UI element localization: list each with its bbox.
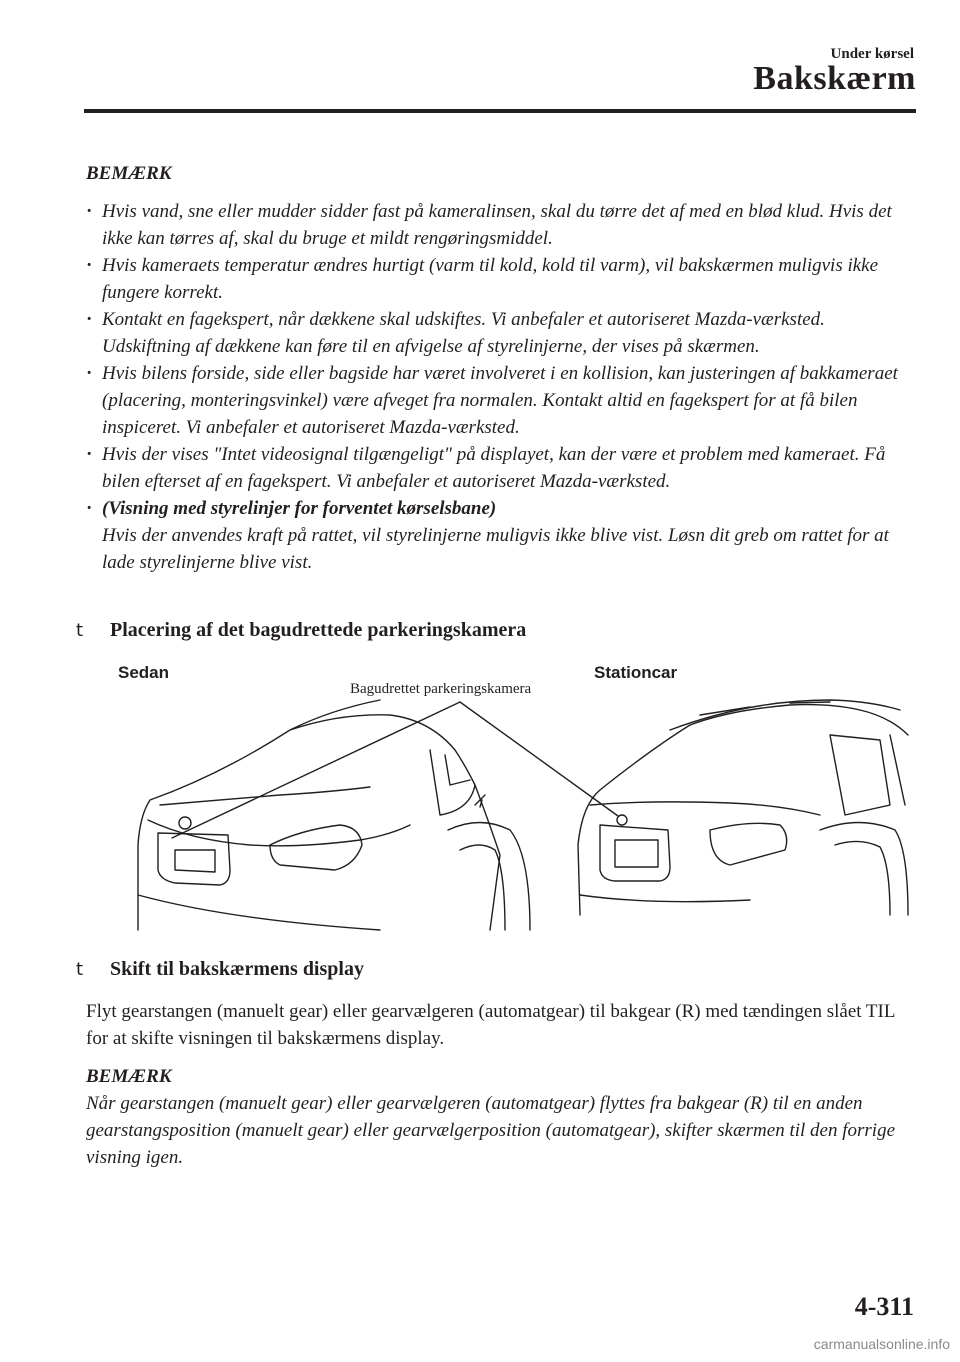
list-item-text: Hvis der anvendes kraft på rattet, vil styrelinjerne muligvis ikke blive vist. Løsn dit greb om rattet for at lade styrelinjerne blive vist. bbox=[102, 525, 889, 573]
list-item: · Kontakt en fagekspert, når dækkene skal udskiftes. Vi anbefaler et autoriseret Mazda-værksted. Udskiftning af dækkene kan føre til en afvigelse af styrelinjerne, der vises på skærmen. bbox=[86, 306, 918, 360]
figure-label-stationcar: Stationcar bbox=[594, 663, 678, 682]
stationcar-drawing bbox=[578, 700, 908, 915]
section-title: Placering af det bagudrettede parkeringskamera bbox=[110, 619, 527, 641]
note-heading: BEMÆRK bbox=[86, 1066, 172, 1087]
section-marker: t bbox=[76, 620, 84, 641]
note-text: Når gearstangen (manuelt gear) eller gearvælgeren (automatgear) flyttes fra bakgear (R) til en anden gearstangsposition (manuelt gear) eller gearvælgerposition (automatgear), skifter skærmen til den forrige visning igen. bbox=[86, 1093, 896, 1168]
camera-callout-label: Bagudrettet parkeringskamera bbox=[350, 681, 532, 697]
figure-label-sedan: Sedan bbox=[118, 663, 170, 682]
section-marker: t bbox=[76, 959, 84, 980]
body-paragraph: Flyt gearstangen (manuelt gear) eller gearvælgeren (automatgear) til bakgear (R) med tændingen slået TIL for at skifte visningen til bakskærmens display. bbox=[86, 1001, 895, 1049]
list-item: · Hvis kameraets temperatur ændres hurtigt (varm til kold, kold til varm), vil bakskærmen muligvis ikke fungere korrekt. bbox=[86, 252, 918, 306]
list-item-title: · (Visning med styrelinjer for forventet kørselsbane) bbox=[102, 498, 497, 519]
section-title: Skift til bakskærmens display bbox=[110, 958, 364, 980]
camera-location-figure bbox=[118, 655, 910, 935]
page-number: 4-311 bbox=[854, 1292, 914, 1321]
chapter-label: Under kørsel bbox=[830, 46, 914, 62]
list-item: · Hvis der vises "Intet videosignal tilgængeligt" på displayet, kan der være et problem med kameraet. Få bilen efterset af en fagekspert. Vi anbefaler et autoriseret Mazda-værksted. bbox=[86, 441, 918, 495]
list-item bbox=[86, 495, 918, 576]
section-heading-switch-display bbox=[76, 958, 364, 981]
note-list bbox=[86, 198, 918, 576]
watermark: carmanualsonline.info bbox=[813, 1336, 950, 1352]
callout-lines bbox=[172, 702, 618, 838]
header-rule bbox=[84, 109, 916, 113]
section-heading-camera-location bbox=[76, 619, 526, 642]
list-item: · Hvis vand, sne eller mudder sidder fast på kameralinsen, skal du tørre det af med en blød klud. Hvis det ikke kan tørres af, skal du bruge et mildt rengøringsmiddel. bbox=[86, 198, 918, 252]
page-title: Bakskærm bbox=[753, 60, 916, 97]
sedan-car-drawing bbox=[138, 700, 530, 930]
list-item: · Hvis bilens forside, side eller bagside har været involveret i en kollision, kan justeringen af bakkameraet (placering, monteringsvinkel) være afveget fra normalen. Kontakt altid en fagekspert for at få bilen inspiceret. Vi anbefaler et autoriseret Mazda-værksted. bbox=[86, 360, 918, 441]
note-heading: BEMÆRK bbox=[86, 163, 172, 184]
